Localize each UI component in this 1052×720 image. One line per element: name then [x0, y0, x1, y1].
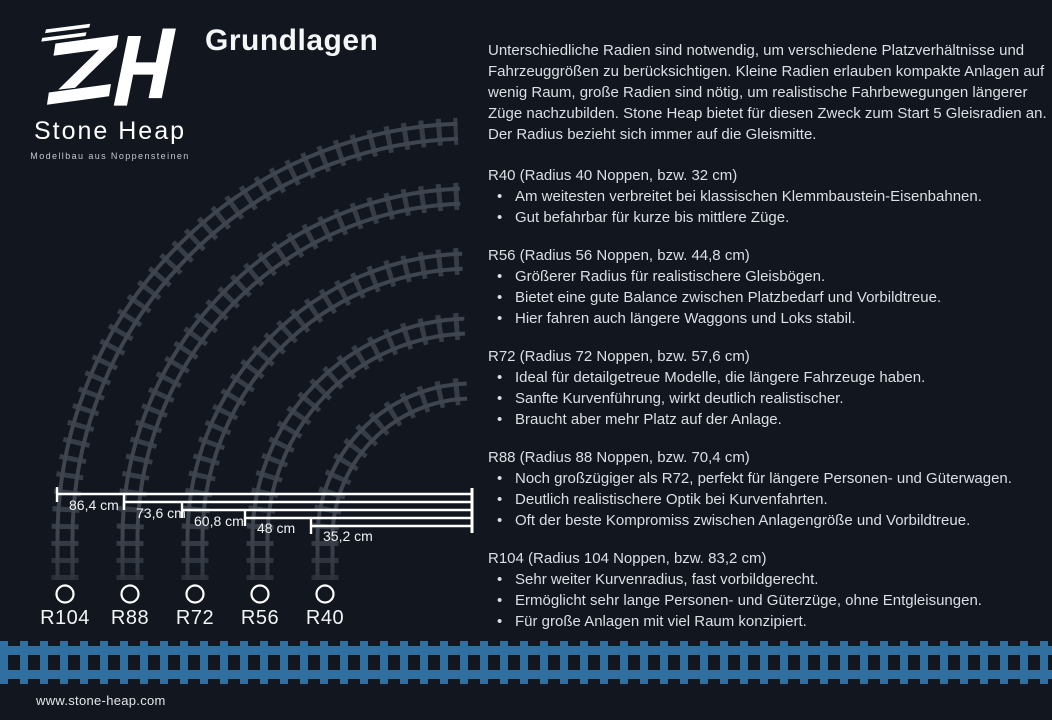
intro-paragraph: Unterschiedliche Radien sind notwendig, um verschiedene Platzverhältnisse und Fahrzeuggrößen zu berücksichtigen. Kleine Radien erlauben kompakte Anlagen auf wenig Raum, große Radien sind nötig, um realistische Fahrbewegungen längerer Züge nachzubilden. Stone Heap bietet für diesen Zweck zum Start 5 Gleisradien an. Der Radius bezieht sich immer auf die Gleismitte. [488, 42, 1047, 143]
track-arcs [58, 124, 468, 580]
section-heading: R56 (Radius 56 Noppen, bzw. 44,8 cm) [488, 247, 750, 264]
radius-marker-circle [317, 586, 334, 603]
bullet-item: • Braucht aber mehr Platz auf der Anlage. [488, 409, 1048, 430]
radius-marker-circle [252, 586, 269, 603]
bullet-item: • Oft der beste Kompromiss zwischen Anlagengröße und Vorbildtreue. [488, 510, 1048, 531]
bullet-item: • Am weitesten verbreitet bei klassischen Klemmbaustein-Eisenbahnen. [488, 186, 1048, 207]
section-r56 [488, 245, 1048, 329]
bullet-item: • Sanfte Kurvenführung, wirkt deutlich realistischer. [488, 388, 1048, 409]
section-r88 [488, 447, 1048, 531]
bullet-item: • Gut befahrbar für kurze bis mittlere Züge. [488, 207, 1048, 228]
bullet-item: • Sehr weiter Kurvenradius, fast vorbildgerecht. [488, 569, 1048, 590]
section-heading: R104 (Radius 104 Noppen, bzw. 83,2 cm) [488, 550, 767, 567]
radius-label: R56 [240, 607, 280, 629]
section-r40 [488, 165, 1048, 228]
blue-track-strip [0, 641, 1052, 684]
page-title: Grundlagen [205, 24, 379, 57]
bullet-item: • Größerer Radius für realistischere Gleisbögen. [488, 266, 1048, 287]
measurement-label: 35,2 cm [323, 528, 373, 544]
radius-marker-circle [57, 586, 74, 603]
radius-legend [40, 586, 344, 630]
section-r72 [488, 346, 1048, 430]
info-column [488, 40, 1048, 649]
section-heading: R88 (Radius 88 Noppen, bzw. 70,4 cm) [488, 449, 750, 466]
bullet-item: • Noch großzügiger als R72, perfekt für längere Personen- und Güterwagen. [488, 468, 1048, 489]
bullet-item: • Bietet eine gute Balance zwischen Platzbedarf und Vorbildtreue. [488, 287, 1048, 308]
measurement-label: 48 cm [257, 520, 296, 536]
bullet-item: • Ermöglicht sehr lange Personen- und Güterzüge, ohne Entgleisungen. [488, 590, 1048, 611]
radius-marker-circle [122, 586, 139, 603]
bullet-item: • Für große Anlagen mit viel Raum konzipiert. [488, 611, 1048, 632]
track-radius-diagram [0, 0, 500, 645]
section-heading: R72 (Radius 72 Noppen, bzw. 57,6 cm) [488, 348, 750, 365]
track-rail [0, 670, 1052, 679]
bullet-item: • Deutlich realistischere Optik bei Kurvenfahrten. [488, 489, 1048, 510]
radius-label: R40 [305, 607, 345, 629]
measurement-label: 60,8 cm [194, 513, 244, 529]
radius-marker-circle [187, 586, 204, 603]
radius-label: R88 [110, 607, 150, 629]
radius-label: R104 [40, 607, 90, 629]
radius-ruler [57, 487, 472, 544]
track-rail [0, 646, 1052, 655]
brand-tagline: Modellbau aus Noppensteinen [30, 151, 190, 161]
measurement-label: 86,4 cm [69, 497, 119, 513]
brand-name: Stone Heap [33, 117, 187, 145]
bullet-item: • Hier fahren auch längere Waggons und Loks stabil. [488, 308, 1048, 329]
section-heading: R40 (Radius 40 Noppen, bzw. 32 cm) [488, 167, 738, 184]
measurement-label: 73,6 cm [136, 505, 186, 521]
bullet-item: • Ideal für detailgetreue Modelle, die längere Fahrzeuge haben. [488, 367, 1048, 388]
radius-label: R72 [175, 607, 215, 629]
website-link[interactable]: www.stone-heap.com [36, 693, 166, 708]
section-r104 [488, 548, 1048, 632]
